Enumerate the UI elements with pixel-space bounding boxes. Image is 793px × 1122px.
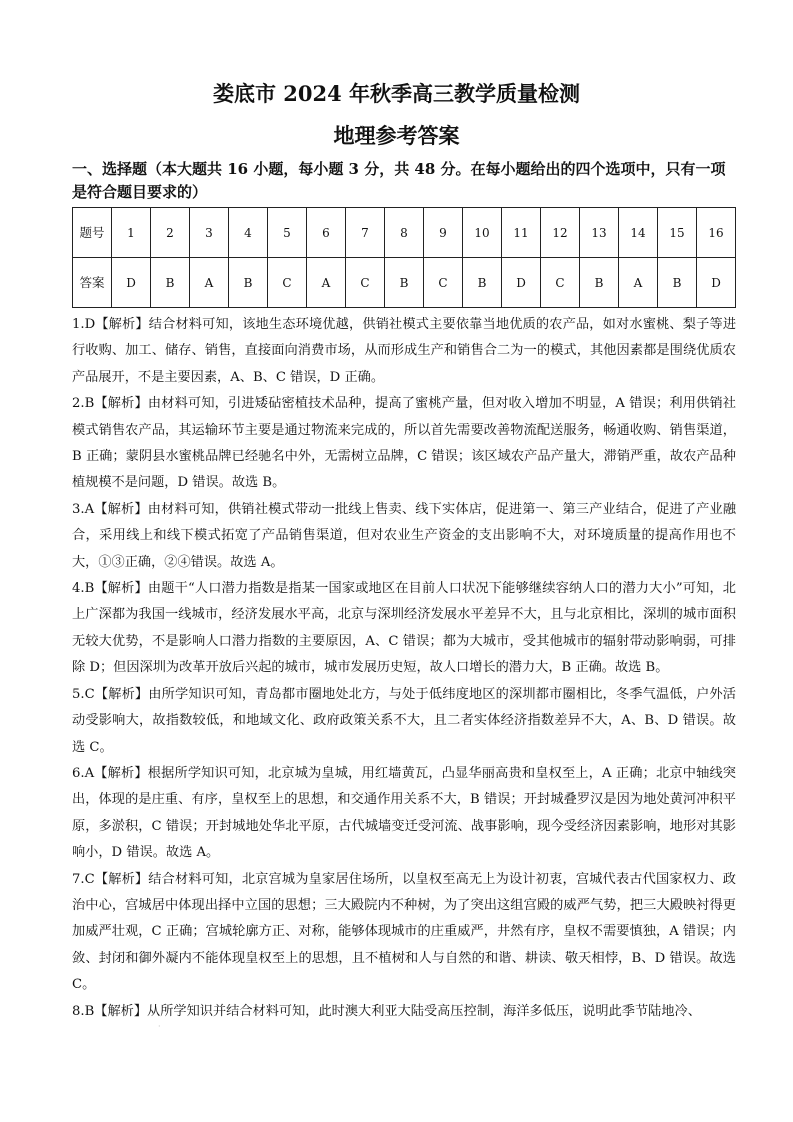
answer-cell: C — [541, 258, 580, 308]
explanation-prefix: 5.C【解析】 — [72, 686, 149, 702]
answer-cell: D — [112, 258, 151, 308]
question-number-cell: 2 — [151, 208, 190, 258]
answer-cell: B — [229, 258, 268, 308]
document-title: 娄底市 2024 年秋季高三教学质量检测 — [212, 81, 581, 106]
explanation-text: 根据所学知识可知，北京城为皇城，用红墙黄瓦，凸显华丽高贵和皇权至上，A 正确；北京中轴线突出，体现的是庄重、有序，皇权至上的思想，和交通作用关系不大，B 错误；开封城叠罗汉是因为地处黄河冲积平原，多淤积，C 错误；开封城地处华北平原，古代城墙变迁受河流、战事影响，现今受经济因素影响，地形对其影响小，D 错误。故选 A。 — [72, 765, 736, 861]
explanation-item — [72, 391, 736, 497]
question-number-cell: 4 — [229, 208, 268, 258]
explanation-prefix: 1.D【解析】 — [72, 317, 149, 332]
question-number-row — [73, 208, 736, 258]
answer-cell: B — [463, 258, 502, 308]
question-number-cell: 10 — [463, 208, 502, 258]
explanation-text: 由材料可知，供销社模式带动一批线上售卖、线下实体店，促进第一、第三产业结合，促进了产业融合，采用线上和线下模式拓宽了产品销售渠道，但对农业生产资金的支出影响不大，对环境质量的提高作用也不大，①③正确，②④错误。故选 A。 — [72, 501, 737, 570]
answer-cell: C — [268, 258, 307, 308]
question-number-cell: 1 — [112, 208, 151, 258]
question-number-header: 题号 — [73, 208, 112, 258]
question-number-cell: 12 — [541, 208, 580, 258]
explanation-item — [72, 761, 736, 867]
explanation-text: 结合材料可知，北京宫城为皇家居住场所，以皇权至高无上为设计初衷，宫城代表古代国家权力、政治中心，宫城居中体现出择中立国的思想；三大殿院内不种树，为了突出这组宫殿的威严气势，把三大殿映衬得更加威严壮观，C 正确；宫城轮廓方正、对称，能够体现城市的庄重威严，井然有序，皇权不需要慎独，A 错误；内敛、封闭和御外凝内不能体现皇权至上的思想，且不植树和人与自然的和谐、耕读、敬天相悖，B、D 错误。故选 C。 — [72, 871, 736, 993]
answer-cell: B — [385, 258, 424, 308]
question-number-cell: 14 — [619, 208, 658, 258]
explanation-text: 结合材料可知，该地生态环境优越，供销社模式主要依靠当地优质的农产品，如对水蜜桃、梨子等进行收购、加工、储存、销售，直接面向消费市场，从而形成生产和销售合二为一的模式，其他因素都是围绕优质农产品展开，不是主要因素，A、B、C 错误，D 正确。 — [72, 317, 737, 385]
explanation-list — [72, 312, 736, 1025]
explanation-prefix: 4.B【解析】 — [72, 581, 148, 597]
question-number-cell: 7 — [346, 208, 385, 258]
question-number-cell: 8 — [385, 208, 424, 258]
answer-cell: A — [190, 258, 229, 308]
answer-cell: D — [697, 258, 736, 308]
explanation-item — [72, 576, 736, 682]
answer-cell: B — [658, 258, 697, 308]
answer-cell: C — [346, 258, 385, 308]
section-heading: 一、选择题（本大题共 16 小题，每小题 3 分，共 48 分。在每小题给出的四个选项中，只有一项是符合题目要求的） — [72, 160, 726, 201]
question-number-cell: 16 — [697, 208, 736, 258]
answer-cell: C — [424, 258, 463, 308]
question-number-cell: 6 — [307, 208, 346, 258]
question-number-cell: 3 — [190, 208, 229, 258]
explanation-prefix: 2.B【解析】 — [72, 396, 148, 412]
explanation-item — [72, 999, 736, 1025]
explanation-text: 由所学知识可知，青岛都市圈地处北方，与处于低纬度地区的深圳都市圈相比，冬季气温低，户外活动受影响大，故指数较低，和地域文化、政府政策关系不大，且二者实体经济指数差异不大，A、B、D 错误。故选 C。 — [72, 686, 736, 755]
explanation-item — [72, 867, 736, 999]
document-subtitle: 地理参考答案 — [333, 123, 460, 148]
explanation-prefix: 8.B【解析】 — [72, 1003, 148, 1019]
answer-cell: B — [580, 258, 619, 308]
footer-mark: · — [158, 1022, 161, 1031]
answer-row — [73, 258, 736, 308]
explanation-item — [72, 682, 736, 761]
question-number-cell: 11 — [502, 208, 541, 258]
explanation-prefix: 3.A【解析】 — [72, 501, 148, 517]
explanation-item — [72, 312, 736, 391]
explanation-prefix: 6.A【解析】 — [72, 765, 148, 781]
explanation-item — [72, 497, 736, 576]
answer-cell: A — [307, 258, 346, 308]
question-number-cell: 13 — [580, 208, 619, 258]
explanation-text: 由材料可知，引进矮砧密植技术品种，提高了蜜桃产量，但对收入增加不明显，A 错误；利用供销社模式销售农产品，其运输环节主要是通过物流来完成的，所以首先需要改善物流配送服务，畅通收购、销售渠道，B 正确；蒙阴县水蜜桃品牌已经驰名中外，无需树立品牌，C 错误；该区域农产品产量大，滞销严重，故农产品种植规模不是问题，D 错误。故选 B。 — [72, 396, 736, 491]
question-number-cell: 5 — [268, 208, 307, 258]
answer-cell: D — [502, 258, 541, 308]
answer-cell: B — [151, 258, 190, 308]
answer-table — [72, 207, 736, 308]
answer-cell: A — [619, 258, 658, 308]
answer-header: 答案 — [73, 258, 112, 308]
question-number-cell: 9 — [424, 208, 463, 258]
question-number-cell: 15 — [658, 208, 697, 258]
explanation-text: 从所学知识并结合材料可知，此时澳大利亚大陆受高压控制，海洋多低压，说明此季节陆地冷、 — [147, 1003, 701, 1019]
explanation-text: 由题干“人口潜力指数是指某一国家或地区在目前人口状况下能够继续容纳人口的潜力大小”可知，北上广深都为我国一线城市，经济发展水平高，北京与深圳经济发展水平差异不大，且与北京相比，深圳的城市面积无较大优势，不是影响人口潜力指数的主要原因，A、C 错误；都为大城市，受其他城市的辐射带动影响弱，可排除 D；但因深圳为改革开放后兴起的城市，城市发展历史短，故人口增长的潜力大，B 正确。故选 B。 — [72, 581, 736, 676]
explanation-prefix: 7.C【解析】 — [72, 871, 149, 887]
